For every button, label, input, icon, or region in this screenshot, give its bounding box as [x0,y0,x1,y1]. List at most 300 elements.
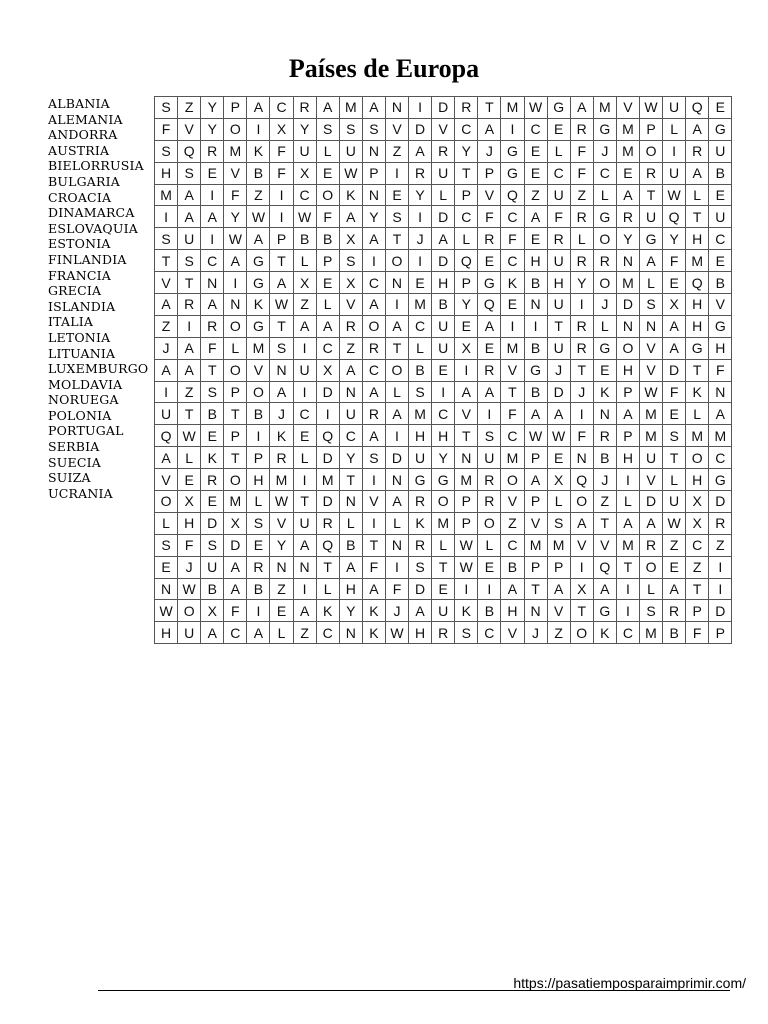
grid-cell: B [709,162,732,184]
grid-cell: N [524,600,547,622]
grid-cell: I [478,578,501,600]
grid-cell: K [362,600,385,622]
grid-cell: U [663,491,686,513]
grid-cell: X [201,600,224,622]
grid-row [155,600,732,622]
grid-cell: U [663,97,686,119]
grid-cell: S [178,250,201,272]
grid-cell: F [270,162,293,184]
grid-cell: B [524,381,547,403]
grid-cell: A [385,491,408,513]
grid-row [155,315,732,337]
grid-cell: C [501,534,524,556]
grid-cell: N [362,184,385,206]
grid-cell: U [432,337,455,359]
grid-cell: A [663,337,686,359]
grid-cell: T [547,315,570,337]
grid-cell: A [362,228,385,250]
grid-cell: P [455,491,478,513]
grid-cell: D [709,600,732,622]
grid-cell: V [501,359,524,381]
grid-cell: V [709,294,732,316]
grid-cell: W [247,206,270,228]
grid-cell: A [339,359,362,381]
grid-cell: U [293,359,316,381]
grid-cell: V [616,97,639,119]
grid-cell: H [686,228,709,250]
grid-cell: E [201,425,224,447]
grid-cell: K [501,272,524,294]
grid-cell: V [247,359,270,381]
grid-cell: L [686,184,709,206]
grid-row [155,272,732,294]
word-list-item: ANDORRA [48,127,118,143]
grid-cell: A [362,294,385,316]
grid-cell: X [547,469,570,491]
grid-cell: A [524,469,547,491]
grid-cell: K [593,622,616,644]
grid-cell: V [155,469,178,491]
grid-cell: O [224,315,247,337]
grid-cell: U [339,403,362,425]
grid-cell: P [547,556,570,578]
grid-cell: O [362,315,385,337]
grid-cell: W [455,534,478,556]
grid-cell: Z [570,184,593,206]
grid-cell: C [362,272,385,294]
grid-cell: O [224,118,247,140]
grid-cell: I [478,403,501,425]
grid-cell: Z [593,491,616,513]
grid-cell: X [224,512,247,534]
grid-cell: L [178,447,201,469]
grid-cell: G [409,469,432,491]
grid-cell: L [316,140,339,162]
grid-cell: S [247,512,270,534]
grid-cell: V [570,534,593,556]
grid-row [155,622,732,644]
grid-cell: L [247,491,270,513]
grid-cell: K [362,622,385,644]
grid-cell: T [178,272,201,294]
grid-cell: I [385,425,408,447]
grid-cell: A [201,294,224,316]
grid-cell: K [686,381,709,403]
grid-cell: C [593,162,616,184]
grid-cell: T [639,184,662,206]
grid-cell: H [501,600,524,622]
grid-cell: I [570,294,593,316]
word-list-item: FINLANDIA [48,251,127,267]
grid-cell: A [686,162,709,184]
grid-cell: L [593,315,616,337]
grid-cell: A [339,556,362,578]
grid-cell: S [663,425,686,447]
grid-row [155,359,732,381]
grid-cell: A [616,184,639,206]
word-list-item: DINAMARCA [48,205,135,221]
grid-cell: O [478,512,501,534]
grid-cell: B [593,447,616,469]
grid-cell: K [339,184,362,206]
grid-cell: P [478,162,501,184]
grid-cell: T [432,556,455,578]
grid-cell: W [270,491,293,513]
grid-row [155,512,732,534]
grid-cell: S [155,140,178,162]
grid-row [155,337,732,359]
grid-cell: O [639,556,662,578]
grid-cell: U [547,184,570,206]
grid-cell: C [686,534,709,556]
grid-cell: Y [339,600,362,622]
grid-row [155,97,732,119]
grid-cell: Q [593,556,616,578]
grid-cell: A [339,206,362,228]
grid-cell: J [570,381,593,403]
word-list-item: LITUANIA [48,345,116,361]
grid-cell: B [432,294,455,316]
grid-cell: R [478,228,501,250]
grid-cell: B [201,578,224,600]
grid-cell: A [524,403,547,425]
grid-cell: M [593,97,616,119]
grid-cell: E [524,162,547,184]
grid-cell: O [570,622,593,644]
grid-cell: W [524,97,547,119]
grid-cell: I [385,556,408,578]
grid-row [155,534,732,556]
grid-cell: X [686,512,709,534]
grid-cell: W [155,600,178,622]
grid-cell: F [270,140,293,162]
page-title: Países de Europa [288,54,480,83]
grid-cell: L [639,578,662,600]
grid-cell: I [247,118,270,140]
grid-cell: U [432,600,455,622]
grid-cell: C [409,315,432,337]
grid-cell: A [639,250,662,272]
grid-cell: C [270,97,293,119]
grid-cell: Y [570,272,593,294]
grid-cell: A [593,578,616,600]
grid-cell: R [339,315,362,337]
grid-cell: S [155,228,178,250]
grid-cell: F [501,403,524,425]
grid-cell: C [524,118,547,140]
word-list-item: NORUEGA [48,392,119,408]
grid-cell: E [201,491,224,513]
grid-row [155,556,732,578]
grid-cell: T [362,534,385,556]
grid-cell: C [339,425,362,447]
grid-cell: T [155,250,178,272]
grid-cell: C [224,622,247,644]
grid-cell: I [293,337,316,359]
grid-cell: N [385,469,408,491]
grid-cell: Z [293,622,316,644]
grid-cell: M [224,491,247,513]
grid-cell: S [178,162,201,184]
grid-cell: G [686,337,709,359]
grid-cell: M [247,337,270,359]
grid-cell: I [362,250,385,272]
grid-cell: F [362,556,385,578]
grid-cell: Y [201,97,224,119]
grid-cell: N [616,315,639,337]
grid-cell: S [639,600,662,622]
grid-cell: E [316,162,339,184]
grid-row [155,425,732,447]
grid-cell: F [570,140,593,162]
grid-cell: P [455,184,478,206]
word-list-item: ITALIA [48,314,94,330]
grid-cell: O [593,228,616,250]
grid-cell: E [501,294,524,316]
grid-cell: S [362,447,385,469]
grid-cell: S [270,337,293,359]
grid-cell: T [316,556,339,578]
word-list-item: ALEMANIA [48,111,123,127]
grid-cell: C [293,184,316,206]
grid-cell: E [270,600,293,622]
grid-cell: P [616,381,639,403]
grid-cell: R [362,403,385,425]
grid-row [155,403,732,425]
grid-cell: P [616,425,639,447]
grid-cell: V [501,491,524,513]
grid-cell: T [201,359,224,381]
grid-cell: R [686,140,709,162]
grid-cell: T [686,578,709,600]
grid-cell: O [385,359,408,381]
grid-cell: I [570,556,593,578]
grid-cell: G [593,206,616,228]
grid-cell: Q [455,250,478,272]
grid-cell: D [432,206,455,228]
grid-cell: D [547,381,570,403]
grid-cell: P [524,491,547,513]
grid-cell: M [316,469,339,491]
grid-cell: M [709,425,732,447]
grid-cell: R [616,206,639,228]
grid-cell: W [178,425,201,447]
grid-cell: F [155,118,178,140]
grid-cell: R [201,140,224,162]
grid-row [155,206,732,228]
grid-cell: O [501,469,524,491]
grid-cell: D [316,447,339,469]
grid-cell: E [524,140,547,162]
grid-cell: K [201,447,224,469]
grid-cell: S [547,512,570,534]
grid-cell: H [247,469,270,491]
grid-cell: F [501,228,524,250]
grid-cell: I [501,315,524,337]
grid-cell: J [270,403,293,425]
grid-cell: Y [293,118,316,140]
grid-cell: A [247,622,270,644]
grid-cell: S [201,381,224,403]
grid-cell: S [409,381,432,403]
grid-cell: A [178,184,201,206]
grid-cell: M [616,140,639,162]
grid-cell: E [478,556,501,578]
word-list-item: BULGARIA [48,173,121,189]
grid-cell: W [224,228,247,250]
grid-cell: H [709,337,732,359]
grid-cell: A [709,403,732,425]
grid-cell: N [339,381,362,403]
grid-cell: M [639,622,662,644]
grid-cell: O [224,359,247,381]
grid-cell: A [224,250,247,272]
grid-cell: S [339,250,362,272]
grid-cell: E [524,228,547,250]
grid-cell: X [663,294,686,316]
grid-cell: D [409,578,432,600]
grid-cell: A [270,272,293,294]
grid-cell: G [247,315,270,337]
grid-cell: U [639,206,662,228]
grid-cell: E [478,337,501,359]
grid-cell: B [316,228,339,250]
grid-cell: Q [686,272,709,294]
grid-cell: L [547,491,570,513]
grid-cell: H [178,512,201,534]
grid-cell: T [686,206,709,228]
grid-cell: B [524,272,547,294]
word-list-item: CROACIA [48,189,112,205]
grid-cell: T [593,512,616,534]
grid-cell: O [385,250,408,272]
grid-cell: K [455,600,478,622]
grid-cell: I [155,206,178,228]
grid-cell: I [270,206,293,228]
grid-cell: Z [247,184,270,206]
grid-cell: B [663,622,686,644]
grid-cell: W [455,556,478,578]
grid-cell: Y [432,447,455,469]
grid-cell: I [224,272,247,294]
grid-cell: V [339,294,362,316]
grid-cell: H [409,622,432,644]
grid-cell: J [524,622,547,644]
grid-cell: A [155,294,178,316]
grid-cell: Z [686,556,709,578]
grid-cell: V [155,272,178,294]
grid-cell: E [709,184,732,206]
grid-cell: L [593,184,616,206]
grid-cell: L [155,512,178,534]
grid-cell: B [247,162,270,184]
grid-cell: F [316,206,339,228]
grid-cell: H [616,447,639,469]
grid-cell: I [362,469,385,491]
grid-cell: U [547,337,570,359]
grid-cell: J [385,600,408,622]
grid-cell: K [247,294,270,316]
grid-cell: F [178,534,201,556]
grid-cell: C [293,403,316,425]
grid-cell: X [339,272,362,294]
grid-cell: O [155,491,178,513]
grid-cell: T [570,359,593,381]
grid-cell: Z [663,534,686,556]
grid-cell: P [316,250,339,272]
grid-cell: R [593,425,616,447]
word-list-item: MOLDAVIA [48,376,123,392]
grid-cell: G [478,272,501,294]
grid-cell: C [501,206,524,228]
grid-cell: E [478,250,501,272]
grid-cell: I [409,250,432,272]
grid-cell: I [616,469,639,491]
grid-cell: G [432,469,455,491]
grid-cell: M [409,294,432,316]
grid-cell: Z [501,512,524,534]
grid-cell: A [524,206,547,228]
grid-cell: A [362,97,385,119]
word-list-item: ISLANDIA [48,298,116,314]
grid-cell: I [155,381,178,403]
grid-cell: L [432,184,455,206]
grid-cell: W [524,425,547,447]
grid-cell: K [270,425,293,447]
grid-cell: O [316,184,339,206]
grid-cell: A [201,622,224,644]
grid-cell: A [316,97,339,119]
grid-cell: Q [570,469,593,491]
grid-cell: L [570,228,593,250]
grid-cell: G [501,140,524,162]
grid-cell: N [339,491,362,513]
grid-cell: A [362,578,385,600]
grid-cell: A [201,206,224,228]
grid-cell: B [201,403,224,425]
grid-cell: G [524,359,547,381]
grid-cell: Q [178,140,201,162]
grid-cell: P [247,447,270,469]
grid-cell: L [663,118,686,140]
grid-cell: O [178,600,201,622]
grid-cell: C [709,447,732,469]
grid-cell: M [501,447,524,469]
grid-cell: J [478,140,501,162]
grid-cell: L [432,534,455,556]
grid-cell: R [478,359,501,381]
grid-cell: Y [224,206,247,228]
grid-cell: Y [201,118,224,140]
grid-cell: S [155,534,178,556]
grid-cell: C [547,162,570,184]
grid-cell: Y [455,294,478,316]
word-list-item: FRANCIA [48,267,111,283]
grid-cell: V [478,184,501,206]
footer-url: https://pasatiemposparaimprimir.com/ [513,975,746,991]
grid-cell: L [616,491,639,513]
grid-cell: F [709,359,732,381]
grid-cell: P [362,162,385,184]
grid-cell: B [339,534,362,556]
grid-cell: V [639,469,662,491]
grid-cell: B [524,337,547,359]
grid-cell: L [663,469,686,491]
grid-cell: P [270,228,293,250]
grid-cell: O [639,140,662,162]
word-list-item: SERBIA [48,439,100,455]
word-list [48,96,148,501]
